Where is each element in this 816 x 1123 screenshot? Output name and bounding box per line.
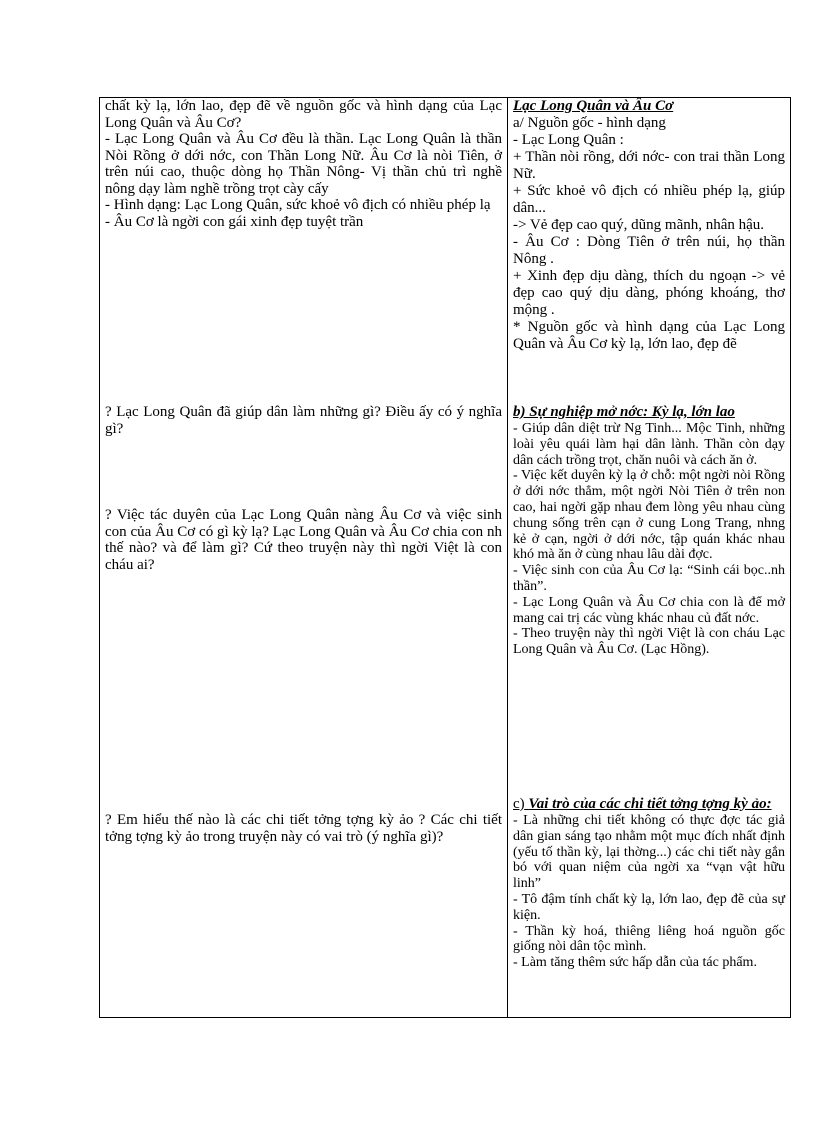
intro-line: chất kỳ lạ, lớn lao, đẹp đẽ về nguồn gốc và hình dạng của Lạc Long Quân và Âu Cơ? bbox=[105, 98, 502, 131]
section-a-line: - Âu Cơ : Dòng Tiên ở trên núi, họ thần Nông . bbox=[513, 234, 785, 267]
section-a-line: + Thần nòi rồng, dới nớc- con trai thần Long Nữ. bbox=[513, 149, 785, 182]
section-c-suffix: : bbox=[766, 796, 772, 812]
question-b: ? Lạc Long Quân đã giúp dân làm những gì? Điều ấy có ý nghĩa gì? bbox=[105, 404, 502, 437]
question-c: ? Em hiểu thế nào là các chi tiết tởng tợng kỳ ảo ? Các chi tiết tởng tợng kỳ ảo trong truyện này có vai trò (ý nghĩa gì)? bbox=[105, 812, 502, 845]
section-b-line: - Việc sinh con của Âu Cơ lạ: “Sinh cái bọc..nh thần”. bbox=[513, 563, 785, 594]
intro-line: - Âu Cơ là ngời con gái xinh đẹp tuyệt trần bbox=[105, 213, 364, 230]
section-a-line: + Sức khoẻ vô địch có nhiều phép lạ, giúp dân... bbox=[513, 183, 785, 216]
section-c-block bbox=[513, 796, 785, 971]
section-c-prefix: c) bbox=[513, 796, 525, 812]
section-c-line: - Tô đậm tính chất kỳ lạ, lớn lao, đẹp đẽ của sự kiện. bbox=[513, 891, 785, 923]
section-b-block bbox=[513, 404, 785, 658]
section-b-line: - Việc kết duyên kỳ lạ ở chỗ: một ngời nòi Rồng ở dới nớc thẳm, một ngời Nòi Tiên ở trên non cao, hai ngời gặp nhau đem lòng yêu nhau cùng chung sống trên cạn ở cung Long Trang, nhng kẻ ở cạn, ngời ở dới nớc, tập quán khác nhau khó mà ăn ở cùng nhau lâu dài đợc. bbox=[513, 468, 785, 563]
section-c-line: - Thần kỳ hoá, thiêng liêng hoá nguồn gốc giống nòi dân tộc mình. bbox=[513, 923, 785, 955]
question-c-block bbox=[105, 812, 502, 845]
questions-column bbox=[100, 98, 508, 1018]
section-c-title: Vai trò của các chi tiết tởng tợng kỳ ảo bbox=[528, 796, 767, 812]
intro-line: - Hình dạng: Lạc Long Quân, sức khoẻ vô địch có nhiều phép lạ bbox=[105, 197, 491, 213]
question-marriage-block bbox=[105, 507, 502, 573]
section-a-heading: a/ Nguồn gốc - hình dạng bbox=[513, 115, 666, 131]
lesson-title: Lạc Long Quân và Âu Cơ bbox=[513, 98, 674, 114]
question-marriage: ? Việc tác duyên của Lạc Long Quân nàng Âu Cơ và việc sinh con của Âu Cơ có gì kỳ lạ? Lạc Long Quân và Âu Cơ chia con nh thế nào? và để làm gì? Cứ theo truyện này thì ngời Việt là con cháu ai? bbox=[105, 507, 502, 573]
answers-column bbox=[508, 98, 791, 1018]
table-row bbox=[100, 98, 791, 1018]
section-a-line: + Xinh đẹp dịu dàng, thích du ngoạn -> vẻ đẹp cao quý dịu dàng, phóng khoáng, thơ mộng . bbox=[513, 268, 785, 318]
intro-block bbox=[105, 98, 502, 230]
section-a-line: - Lạc Long Quân : bbox=[513, 132, 624, 148]
section-b-line: - Giúp dân diệt trừ Ng Tinh... Mộc Tinh, những loài yêu quái làm hại dân lành. Thần còn dạy dân cách trồng trọt, chăn nuôi và cách ăn ở. bbox=[513, 421, 785, 468]
section-b-heading: b) Sự nghiệp mở nớc: Kỳ lạ, lớn lao bbox=[513, 404, 735, 420]
section-c-line: - Là những chi tiết không có thực đợc tác giả dân gian sáng tạo nhằm một mục đích nhất định (yếu tố thần kỳ, lại thờng...) các chi tiết này gắn bó với quan niệm của ngời xa “vạn vật hữu linh” bbox=[513, 813, 785, 892]
question-b-block bbox=[105, 404, 502, 437]
section-c-line: - Làm tăng thêm sức hấp dẫn của tác phẩm. bbox=[513, 955, 757, 971]
intro-line: - Lạc Long Quân và Âu Cơ đều là thần. Lạc Long Quân là thần Nòi Rồng ở dới nớc, con Thần Long Nữ. Âu Cơ là nòi Tiên, ở trên núi cao, thuộc dòng họ Thần Nông- Vị thần chủ trì nghề nông dạy làm nghề trồng trọt cày cấy bbox=[105, 131, 502, 197]
section-a-line: -> Vẻ đẹp cao quý, dũng mãnh, nhân hậu. bbox=[513, 217, 765, 233]
section-b-line: - Theo truyện này thì ngời Việt là con cháu Lạc Long Quân và Âu Cơ. (Lạc Hồng). bbox=[513, 626, 785, 658]
section-b-line: - Lạc Long Quân và Âu Cơ chia con là để mở mang cai trị các vùng khác nhau củ đất nớc. bbox=[513, 594, 785, 626]
section-a-line: * Nguồn gốc và hình dạng của Lạc Long Quân và Âu Cơ kỳ lạ, lớn lao, đẹp đẽ bbox=[513, 319, 785, 352]
section-a-block bbox=[513, 98, 785, 353]
section-c-heading bbox=[513, 796, 785, 813]
lesson-table bbox=[99, 97, 791, 1018]
